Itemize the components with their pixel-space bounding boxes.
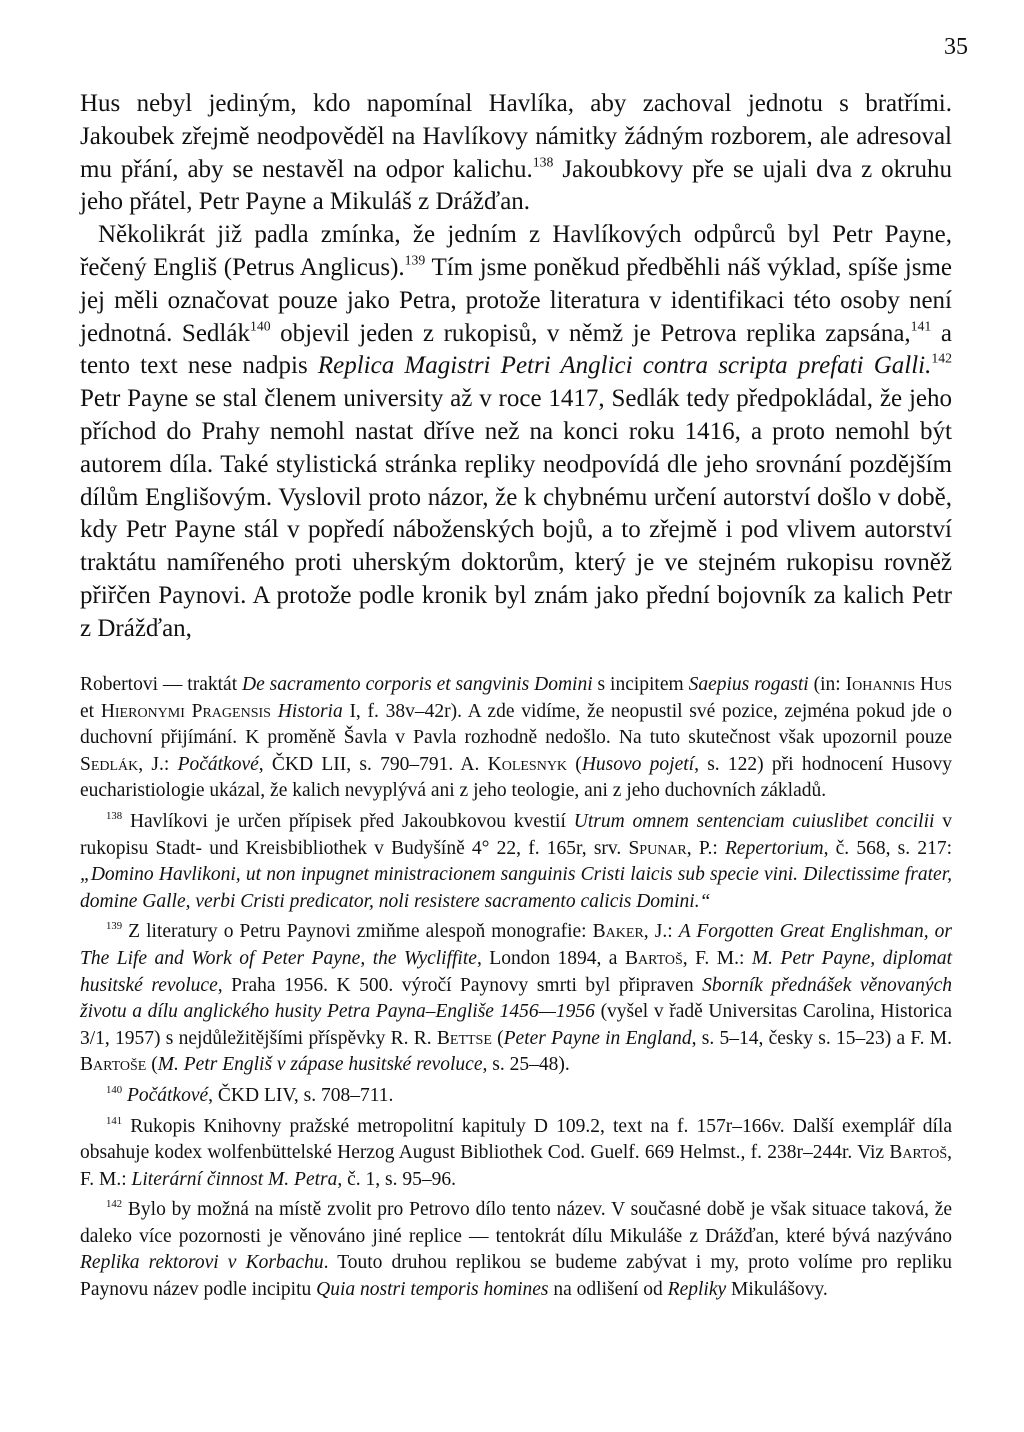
footnote-141 [80,1114,952,1194]
text: Mikulášovy. [726,1279,828,1301]
text: ( [567,753,582,775]
text: Tím jsme poněkud předběhli náš výklad, spíše jsme jej měli označovat pouze jako Petra, protože literatura v identifikaci této osoby není jednotná. Sedlák [80,253,952,347]
title: A Forgotten Great Englishman, or The Life and Work of Peter Payne, the Wycliffite [80,921,953,969]
footnote-number: 140 [106,1083,123,1096]
title: Husovo pojetí [581,753,695,775]
text: Jakoubkovy pře se ujali dva z okruhu jeho přátel, Petr Payne a Mikuláš z Drážďan. [80,155,952,216]
title: Quia nostri temporis homines [316,1279,549,1301]
title: Replika rektorovi v Korbachu [80,1252,324,1274]
footnote-ref: 142 [931,351,952,367]
text: , London 1894, a [476,947,625,969]
author: Bartoš [889,1142,948,1164]
title: Literární činnost M. Petra [131,1168,338,1190]
text: Petr Payne se stal členem university až v roce 1417, Sedlák tedy předpokládal, že jeho příchod do Prahy nemohl nastat dříve než na konci roku 1416, a proto nemohl být autorem díla. Také stylistická stránka repliky neodpovídá dle jeho srovnání pozdějším dílům Englišovým. Vyslovil proto názor, že k chybnému určení autorství došlo v době, kdy Petr Payne stál v popředí náboženských bojů, a to zřejmě i pod vlivem autorství traktátu namířeného proti uherským doktorům, který je ve stejném rukopisu rovněž přiřčen Paynovi. A protože podle kronik byl znám jako přední bojovník za kalich Petr z Drážďan, [80,385,952,642]
text: , Praha 1956. K 500. výročí Paynovy smrti byl připraven [217,974,703,996]
page-number: 35 [944,34,968,60]
author: Baker [592,921,644,943]
author: Bettse [436,1027,492,1049]
footnote-number: 139 [106,920,123,933]
text: , F. M.: [682,947,752,969]
text: objevil jeden z rukopisů, v němž je Petrova replika zapsána, [270,319,911,347]
text: Robertovi — traktát [80,674,243,695]
title: Repliky [667,1279,727,1301]
title: Peter Payne in England [503,1027,692,1049]
text: Hus nebyl jediným, kdo napomínal Havlíka, aby zachoval jednotu s bratřími. Jakoubek zřejmě neodpověděl na Havlíkovy námitky žádným rozborem, ale adresoval mu přání, aby se nestavěl na odpor kalichu. [80,90,952,183]
footnote-ref: 141 [910,318,932,334]
text: ( [146,1054,158,1076]
text: (in: [808,674,846,695]
title: Utrum omnem sentenciam cuiuslibet concilii [573,810,935,832]
text: (vyšel v řadě Universitas Carolina, Historica 3/1, 1957) s nejdůležitějšími příspěvky R. R. [80,1001,952,1049]
author: Sedlák [80,753,139,775]
text: Rukopis Knihovny pražské metropolitní kapituly D 109.2, text na f. 157r–166v. Další exemplář díla obsahuje kodex wolfenbüttelské Herzog August Bibliothek Cod. Guelf. 669 Helmst., f. 238r–244r. Viz [80,1115,952,1164]
author: Kolesnyk [487,753,568,775]
text: Havlíkovi je určen přípisek před Jakoubkovou kvestií [129,810,574,832]
text: et [80,700,101,722]
author: Hieronymi Pragensis [100,700,271,722]
text: , s. 25–48). [482,1054,570,1076]
text: v rukopisu Stadt- und Kreisbibliothek v Budyšíně 4° 22, f. 165r, srv. [80,810,953,859]
text: s incipitem [592,674,689,695]
title: Sborník přednášek věnovaných životu a dílu anglického husity Petra Payna–Engliše 1456—1956 [80,974,952,1023]
text: , č. 568, s. 217: [823,837,952,859]
text: , s. 5–14, česky s. 15–23) a F. M. [691,1027,952,1049]
footnote-ref: 139 [404,252,426,268]
paragraph [80,88,952,219]
footnote-142 [80,1197,952,1303]
footnote-number: 141 [106,1114,123,1127]
footnote-ref: 138 [532,154,554,170]
text: , P.: [686,837,725,859]
title: De sacramento corporis et sangvinis Domini [242,674,593,695]
author: Spunar [628,837,687,859]
text: I, f. 38v–42r). A zde vidíme, že neopustil své pozice, zejména pokud jde o duchovní přijímání. K proměně Šavla v Pavla rozhodně nedošlo. Na tuto skutečnost však upozornil pouze [80,700,952,749]
title: Počátkové [126,1084,209,1106]
text: Bylo by možná na místě zvolit pro Petrovo dílo tento název. V současné době je však situace taková, že daleko více pozornosti je věnováno jiné replice — tentokrát dílu Mikuláše z Drážďan, které bývá nazýváno [80,1199,953,1247]
text: , J.: [138,753,178,775]
author: Bartoš [624,947,683,969]
quote: „Domino Havlikoni, ut non inpugnet ministracionem sanguinis Cristi laicis sub specie vini. Dilectissime frater, domine Galle, verbi Cristi predicator, noli resistere sacramento calicis Domini.“ [80,864,952,912]
work-title: Replica Magistri Petri Anglici contra scripta prefati Galli. [317,352,932,380]
text: na odlišení od [548,1279,668,1301]
text: a tento text nese nadpis [80,319,952,380]
title: M. Petr Payne, diplomat husitské revoluce [80,947,953,996]
text: Z literatury o Petru Paynovi zmiňme alespoň monografie: [128,921,593,943]
footnote-140 [80,1083,952,1110]
title: M. Petr Engliš v zápase husitské revoluce [157,1054,483,1076]
text: , ČKD LII, s. 790–791. A. [258,753,488,775]
author: Iohannis Hus [845,674,952,695]
text: , ČKD LIV, s. 708–711. [208,1084,394,1106]
footnote-138 [80,809,952,915]
footnote-continuation [80,672,952,805]
title: Repertorium [725,837,824,859]
author: Bartoše [80,1054,147,1076]
text: , s. 122) při hodnocení Husovy eucharistiologie ukázal, že kalich nevyplývá ani z jeho teologie, ani z jeho duchovních základů. [80,753,953,802]
footnote-ref: 140 [249,318,271,334]
text [271,701,278,722]
footnotes [80,672,952,1304]
text: Několikrát již padla zmínka, že jedním z Havlíkových odpůrců byl Petr Payne, řečený Engliš (Petrus Anglicus). [80,221,952,281]
text: ( [491,1027,504,1049]
footnote-number: 142 [106,1198,123,1211]
text: , F. M.: [80,1142,952,1190]
text: , č. 1, s. 95–96. [337,1168,456,1190]
text: , J.: [643,921,679,943]
footnote-139 [80,919,952,1079]
title: Historia [277,700,343,722]
title: Počátkové [177,753,259,775]
text: . Touto druhou replikou se budeme zabývat i my, proto volíme pro repliku Paynovu název podle incipitu [80,1252,952,1301]
footnote-number: 138 [106,809,123,822]
title: Saepius rogasti [688,674,809,695]
paragraph [80,219,952,645]
main-text [80,88,952,646]
